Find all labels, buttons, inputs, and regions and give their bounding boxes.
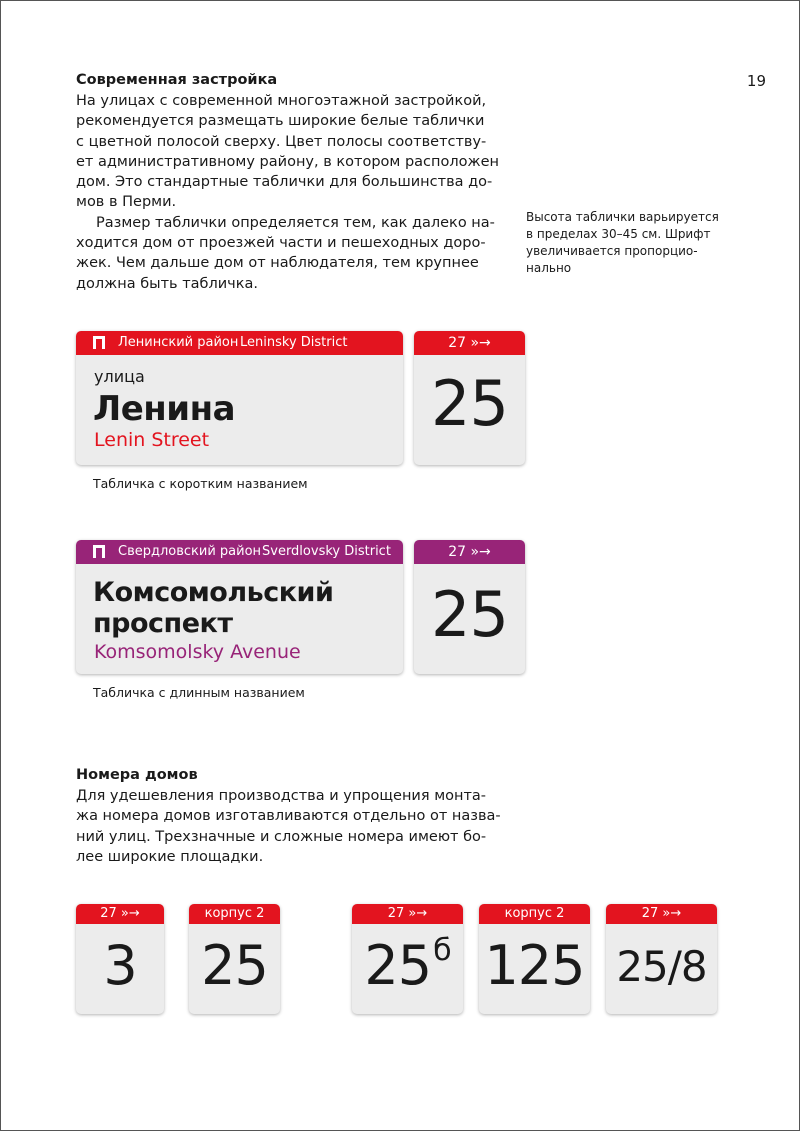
- district-name-en: Leninsky District: [240, 335, 348, 350]
- text-line: Размер таблички определяется тем, как далеко на-: [96, 214, 495, 231]
- district-name-ru: Ленинский район: [118, 335, 239, 350]
- note-line: Высота таблички варьируется: [526, 210, 719, 224]
- number-band: [414, 540, 525, 564]
- note-line: нально: [526, 261, 572, 275]
- text-line: жа номера домов изготавливаются отдельно от назва-: [76, 808, 501, 825]
- text-line: дом. Это стандартные таблички для большинства до-: [76, 174, 493, 191]
- text-line: рекомендуется размещать широкие белые таблички: [76, 113, 485, 130]
- section-body-modern: [76, 91, 506, 294]
- street-sign-lenin: [76, 331, 403, 465]
- district-pi-icon: [93, 336, 105, 349]
- street-name-en: Lenin Street: [94, 429, 210, 451]
- text-line: мов в Перми.: [76, 194, 177, 211]
- caption-short: Табличка с коротким названием: [93, 476, 308, 491]
- band-label: 27 »→: [387, 906, 428, 921]
- band-label: корпус 2: [504, 906, 565, 921]
- text-line: ний улиц. Трехзначные и сложные номера имеют бо-: [76, 828, 487, 845]
- house-number-with-letter: [352, 934, 463, 997]
- house-sign-3: [76, 904, 164, 1014]
- band-label: 27 »→: [100, 906, 140, 921]
- house-number: 25: [431, 578, 508, 651]
- house-number-sign: [414, 331, 525, 465]
- house-number: 25: [431, 367, 508, 440]
- note-line: в пределах 30–45 см. Шрифт: [526, 227, 711, 241]
- house-number: 125: [484, 934, 585, 997]
- note-line: увеличивается пропорцио-: [526, 244, 698, 258]
- side-note: [526, 209, 726, 277]
- district-name-en: Sverdlovsky District: [262, 544, 391, 559]
- street-name: проспект: [93, 608, 233, 639]
- caption-long: Табличка с длинным названием: [93, 685, 305, 700]
- band-label: 27 »→: [641, 906, 682, 921]
- street-type: улица: [94, 367, 145, 386]
- district-pi-icon: [93, 545, 105, 558]
- number-band: [76, 904, 164, 924]
- street-name: Комсомольский: [93, 577, 334, 608]
- house-sign-25-8: [606, 904, 717, 1014]
- house-sign-25b: [352, 904, 463, 1014]
- district-name-ru: Свердловский район: [118, 544, 262, 559]
- number-band: [606, 904, 717, 924]
- house-sign-125: [479, 904, 590, 1014]
- number-band: [352, 904, 463, 924]
- text-line: с цветной полосой сверху. Цвет полосы соответству-: [76, 133, 487, 150]
- section-body-house-numbers: [76, 786, 506, 867]
- section-title-house-numbers: Номера домов: [76, 767, 198, 783]
- house-sign-25: [189, 904, 280, 1014]
- text-line: должна быть табличка.: [76, 275, 258, 292]
- band-number: 27 »→: [448, 335, 491, 351]
- text-line: жек. Чем дальше дом от наблюдателя, тем крупнее: [76, 255, 479, 272]
- street-name: Ленина: [93, 389, 236, 429]
- text-line: ет административному району, в котором расположен: [76, 153, 499, 170]
- house-number: 25/8: [616, 942, 707, 991]
- text-line: лее широкие площадки.: [76, 848, 264, 865]
- house-number: 3: [103, 934, 137, 997]
- house-number-sign: [414, 540, 525, 674]
- house-number: 25: [201, 934, 268, 997]
- page-number: 19: [746, 72, 766, 90]
- district-band: [76, 540, 403, 564]
- street-name-en: Komsomolsky Avenue: [94, 641, 301, 663]
- section-title-modern: Современная застройка: [76, 72, 278, 88]
- number-band: [479, 904, 590, 924]
- street-sign-komsomolsky: [76, 540, 403, 674]
- house-letter: б: [433, 933, 451, 968]
- text-line: На улицах с современной многоэтажной застройкой,: [76, 93, 487, 109]
- house-number: 25: [364, 934, 432, 997]
- band-number: 27 »→: [448, 544, 491, 560]
- district-band: [76, 331, 403, 355]
- band-label: корпус 2: [204, 906, 265, 921]
- number-band: [189, 904, 280, 924]
- number-band: [414, 331, 525, 355]
- text-line: ходится дом от проезжей части и пешеходных доро-: [76, 235, 486, 252]
- text-line: Для удешевления производства и упрощения монта-: [76, 788, 487, 804]
